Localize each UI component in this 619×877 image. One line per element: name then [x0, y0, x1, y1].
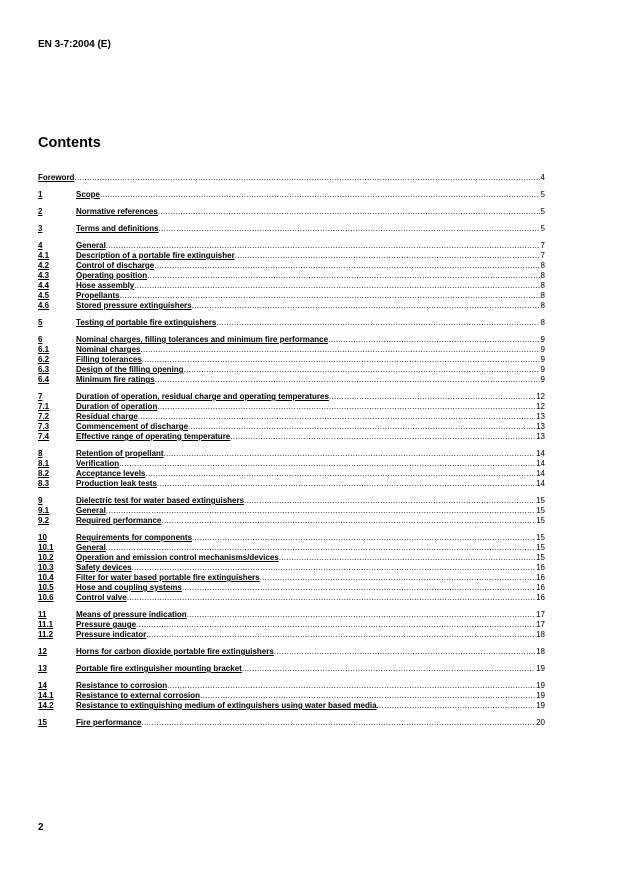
toc-entry-page: 5 [540, 190, 545, 199]
toc-entry-line [76, 432, 545, 442]
toc-entry-line [76, 543, 545, 553]
toc-entry-line [76, 630, 545, 640]
table-of-contents [38, 173, 545, 728]
toc-entry-title[interactable]: Pressure indicator [76, 630, 147, 639]
toc-entry-title[interactable]: Horns for carbon dioxide portable fire extinguishers [76, 647, 274, 656]
toc-entry-title[interactable]: Portable fire extinguisher mounting bracket [76, 664, 242, 673]
toc-entry-number[interactable]: 4 [38, 241, 43, 250]
dot-leader [235, 251, 540, 261]
dot-leader [120, 291, 540, 301]
toc-entry-line [76, 402, 545, 412]
dot-leader [242, 664, 535, 674]
toc-entry-page: 7 [540, 251, 545, 260]
toc-entry-page: 18 [536, 630, 545, 639]
toc-entry-title[interactable]: Resistance to corrosion [76, 681, 168, 690]
dot-leader [188, 422, 535, 432]
dot-leader [182, 583, 535, 593]
toc-entry-number[interactable]: 6.2 [38, 355, 50, 364]
toc-entry-number[interactable]: 8.1 [38, 459, 50, 468]
toc-entry-page: 8 [540, 301, 545, 310]
toc-entry[interactable] [38, 701, 545, 711]
toc-entry-title[interactable]: Required performance [76, 516, 162, 525]
dot-leader [100, 190, 540, 200]
document-header: EN 3-7:2004 (E) [38, 39, 111, 50]
toc-entry-title[interactable]: Nominal charges [76, 345, 141, 354]
dot-leader [161, 516, 535, 526]
toc-entry-page: 15 [536, 516, 545, 525]
toc-entry-line [76, 251, 545, 261]
dot-leader [142, 355, 540, 365]
toc-entry[interactable] [38, 301, 545, 311]
toc-entry-title[interactable]: General [76, 241, 106, 250]
toc-entry-line [76, 506, 545, 516]
toc-entry-number[interactable]: 9.1 [38, 506, 50, 515]
toc-entry-line [76, 291, 545, 301]
toc-entry-number[interactable]: 7.4 [38, 432, 50, 441]
dot-leader [200, 691, 535, 701]
toc-entry-page: 15 [536, 506, 545, 515]
dot-leader [106, 543, 535, 553]
toc-entry[interactable] [38, 449, 545, 459]
toc-entry-page: 14 [536, 449, 545, 458]
dot-leader [106, 241, 540, 251]
dot-leader [127, 593, 535, 603]
toc-entry-number[interactable]: 14.1 [38, 691, 54, 700]
toc-entry-page: 9 [540, 365, 545, 374]
toc-entry-title[interactable]: Effective range of operating temperature [76, 432, 231, 441]
toc-entry-line [76, 345, 545, 355]
toc-entry-title[interactable]: Requirements for components [76, 533, 193, 542]
toc-entry-page: 12 [536, 402, 545, 411]
dot-leader [132, 563, 536, 573]
toc-entry-page: 9 [540, 335, 545, 344]
toc-entry[interactable] [38, 224, 545, 234]
toc-entry[interactable] [38, 365, 545, 375]
toc-entry-title[interactable]: Propellants [76, 291, 120, 300]
dot-leader [141, 718, 535, 728]
toc-entry-title[interactable]: Dielectric test for water based extinguishers [76, 496, 245, 505]
dot-leader [146, 630, 535, 640]
dot-leader [187, 610, 535, 620]
toc-entry-line [76, 691, 545, 701]
toc-entry-title[interactable]: Control of discharge [76, 261, 155, 270]
toc-entry-title[interactable]: Safety devices [76, 563, 132, 572]
dot-leader [158, 207, 540, 217]
toc-entry-line [76, 365, 545, 375]
toc-entry-page: 16 [536, 583, 545, 592]
dot-leader [145, 469, 535, 479]
toc-entry-line [76, 190, 545, 200]
toc-entry-number[interactable]: 11 [38, 610, 47, 619]
toc-entry-page: 15 [536, 496, 545, 505]
toc-entry-title[interactable]: Pressure gauge [76, 620, 137, 629]
toc-entry-title[interactable]: Design of the filling opening [76, 365, 184, 374]
toc-entry-page: 16 [536, 593, 545, 602]
toc-entry-number[interactable]: 14 [38, 681, 47, 690]
toc-entry[interactable] [38, 563, 545, 573]
toc-entry-number[interactable]: 8.2 [38, 469, 50, 478]
toc-entry-number[interactable]: 6.4 [38, 375, 50, 384]
toc-entry-line [76, 449, 545, 459]
toc-entry[interactable] [38, 412, 545, 422]
toc-entry[interactable] [38, 392, 545, 402]
dot-leader [157, 402, 535, 412]
dot-leader [138, 412, 535, 422]
toc-entry[interactable] [38, 241, 545, 251]
toc-entry-number[interactable]: 4.6 [38, 301, 50, 310]
dot-leader [167, 681, 535, 691]
toc-entry-number[interactable]: 2 [38, 207, 43, 216]
toc-entry-line [76, 375, 545, 385]
toc-entry[interactable] [38, 251, 545, 261]
toc-entry[interactable] [38, 173, 545, 183]
toc-entry-line [76, 516, 545, 526]
toc-entry-number[interactable]: 15 [38, 718, 47, 727]
toc-entry-page: 15 [536, 543, 545, 552]
toc-entry-number[interactable]: 10.3 [38, 563, 54, 572]
toc-entry-number[interactable]: 4.5 [38, 291, 50, 300]
toc-entry-number[interactable]: 7 [38, 392, 43, 401]
toc-entry-page: 18 [536, 647, 545, 656]
toc-entry-page: 5 [540, 224, 545, 233]
dot-leader [192, 533, 535, 543]
toc-entry-line [76, 563, 545, 573]
toc-entry-line [76, 392, 545, 402]
toc-entry-title[interactable]: Retention of propellant [76, 449, 164, 458]
toc-entry-number[interactable]: 12 [38, 647, 47, 656]
toc-entry-number[interactable]: 3 [38, 224, 43, 233]
toc-entry[interactable] [38, 664, 545, 674]
toc-entry[interactable] [38, 496, 545, 506]
toc-entry-page: 15 [536, 533, 545, 542]
toc-entry-number[interactable]: 4.1 [38, 251, 50, 260]
toc-entry[interactable] [38, 647, 545, 657]
toc-entry[interactable] [38, 271, 545, 281]
toc-entry-page: 13 [536, 412, 545, 421]
toc-entry-line [76, 620, 545, 630]
dot-leader [192, 301, 540, 311]
toc-entry-page: 8 [540, 271, 545, 280]
toc-entry[interactable] [38, 318, 545, 328]
toc-entry-title[interactable]: Duration of operation [76, 402, 158, 411]
toc-entry-number[interactable]: 13 [38, 664, 47, 673]
toc-entry-line [76, 647, 545, 657]
toc-entry-number[interactable]: 5 [38, 318, 43, 327]
toc-entry-title[interactable]: Control valve [76, 593, 127, 602]
toc-entry[interactable] [38, 432, 545, 442]
toc-entry[interactable] [38, 691, 545, 701]
toc-entry-title[interactable]: Filter for water based portable fire extinguishers [76, 573, 260, 582]
toc-entry-title[interactable]: Production leak tests [76, 479, 157, 488]
toc-entry-title[interactable]: Filling tolerances [76, 355, 142, 364]
toc-entry-title[interactable]: Resistance to extinguishing medium of extinguishers using water based media [76, 701, 377, 710]
toc-entry-line [76, 593, 545, 603]
toc-entry-title[interactable]: Residual charge [76, 412, 138, 421]
toc-entry-line [76, 301, 545, 311]
toc-entry-page: 8 [540, 281, 545, 290]
toc-entry-line [76, 664, 545, 674]
toc-entry-number[interactable]: 14.2 [38, 701, 54, 710]
toc-entry[interactable] [38, 573, 545, 583]
toc-entry-line [38, 173, 545, 183]
toc-entry-page: 9 [540, 345, 545, 354]
toc-entry[interactable] [38, 583, 545, 593]
toc-entry[interactable] [38, 459, 545, 469]
toc-entry-page: 15 [536, 553, 545, 562]
toc-entry-title[interactable]: Minimum fire ratings [76, 375, 155, 384]
toc-entry-line [76, 479, 545, 489]
toc-entry-line [76, 422, 545, 432]
toc-entry-title[interactable]: Hose and coupling systems [76, 583, 182, 592]
toc-entry-number[interactable]: 11.2 [38, 630, 54, 639]
toc-entry-number[interactable]: 10.4 [38, 573, 54, 582]
toc-entry-line [76, 533, 545, 543]
toc-entry[interactable] [38, 479, 545, 489]
toc-entry-title[interactable]: Acceptance levels [76, 469, 146, 478]
toc-entry-title[interactable]: Means of pressure indication [76, 610, 187, 619]
toc-entry-page: 4 [540, 173, 545, 182]
toc-entry[interactable] [38, 718, 545, 728]
toc-entry-page: 16 [536, 563, 545, 572]
dot-leader [279, 553, 535, 563]
toc-entry-page: 20 [536, 718, 545, 727]
toc-entry-page: 8 [540, 291, 545, 300]
toc-entry-page: 7 [540, 241, 545, 250]
toc-entry-page: 14 [536, 459, 545, 468]
dot-leader [159, 224, 540, 234]
dot-leader [216, 318, 539, 328]
toc-entry-line [76, 261, 545, 271]
dot-leader [328, 335, 539, 345]
toc-entry-page: 8 [540, 318, 545, 327]
toc-entry-number[interactable]: 8.3 [38, 479, 50, 488]
toc-entry-page: 19 [536, 691, 545, 700]
toc-entry-page: 17 [536, 620, 545, 629]
toc-entry-number[interactable]: 7.2 [38, 412, 50, 421]
toc-entry-title[interactable]: General [76, 543, 106, 552]
page-number: 2 [38, 822, 44, 833]
toc-entry-title[interactable]: Description of a portable fire extinguisher [76, 251, 235, 260]
toc-entry-page: 19 [536, 701, 545, 710]
toc-entry-page: 17 [536, 610, 545, 619]
toc-entry-line [76, 583, 545, 593]
toc-entry-line [76, 553, 545, 563]
dot-leader [157, 479, 535, 489]
toc-entry-number[interactable]: 6 [38, 335, 43, 344]
toc-entry-number[interactable]: 10.6 [38, 593, 54, 602]
toc-entry-page: 8 [540, 261, 545, 270]
toc-entry-line [76, 681, 545, 691]
toc-entry-number[interactable]: 4.4 [38, 281, 50, 290]
dot-leader [106, 506, 535, 516]
dot-leader [274, 647, 535, 657]
dot-leader [74, 173, 539, 183]
toc-entry-number[interactable]: 1 [38, 190, 43, 199]
toc-entry-title[interactable]: Duration of operation, residual charge and operating temperatures [76, 392, 329, 401]
toc-entry-number[interactable]: 10 [38, 533, 47, 542]
toc-entry[interactable] [38, 543, 545, 553]
toc-entry-line [76, 318, 545, 328]
toc-entry-number[interactable]: 11.1 [38, 620, 54, 629]
toc-entry[interactable] [38, 335, 545, 345]
toc-entry-page: 9 [540, 375, 545, 384]
dot-leader [184, 365, 540, 375]
toc-entry-title[interactable]: Operation and emission control mechanisms/devices [76, 553, 279, 562]
toc-entry[interactable] [38, 190, 545, 200]
toc-entry-title[interactable]: Foreword [38, 173, 75, 182]
toc-entry-page: 9 [540, 355, 545, 364]
toc-entry-page: 16 [536, 573, 545, 582]
toc-entry-title[interactable]: Resistance to external corrosion [76, 691, 201, 700]
toc-entry-number[interactable]: 9.2 [38, 516, 50, 525]
toc-entry[interactable] [38, 630, 545, 640]
toc-entry-number[interactable]: 8 [38, 449, 43, 458]
toc-entry-title[interactable]: Terms and definitions [76, 224, 159, 233]
toc-entry-number[interactable]: 9 [38, 496, 43, 505]
toc-entry-line [76, 412, 545, 422]
toc-entry-page: 5 [540, 207, 545, 216]
toc-entry-number[interactable]: 10.2 [38, 553, 54, 562]
toc-entry-title[interactable]: General [76, 506, 106, 515]
toc-entry[interactable] [38, 469, 545, 479]
toc-entry-title[interactable]: Normative references [76, 207, 158, 216]
toc-entry-number[interactable]: 10.1 [38, 543, 54, 552]
toc-entry-line [76, 469, 545, 479]
dot-leader [119, 459, 535, 469]
toc-entry-page: 13 [536, 432, 545, 441]
toc-entry[interactable] [38, 207, 545, 217]
toc-entry-title[interactable]: Scope [76, 190, 101, 199]
toc-entry-title[interactable]: Verification [76, 459, 120, 468]
toc-entry-line [76, 496, 545, 506]
toc-entry-title[interactable]: Testing of portable fire extinguishers [76, 318, 217, 327]
dot-leader [134, 281, 539, 291]
toc-entry-line [76, 271, 545, 281]
toc-entry-title[interactable]: Nominal charges, filling tolerances and minimum fire performance [76, 335, 329, 344]
toc-entry[interactable] [38, 261, 545, 271]
dot-leader [155, 375, 540, 385]
toc-entry-page: 12 [536, 392, 545, 401]
toc-entry[interactable] [38, 506, 545, 516]
dot-leader [164, 449, 536, 459]
toc-entry-title[interactable]: Hose assembly [76, 281, 135, 290]
toc-entry-number[interactable]: 7.1 [38, 402, 50, 411]
dot-leader [140, 345, 539, 355]
dot-leader [154, 261, 539, 271]
toc-entry[interactable] [38, 593, 545, 603]
toc-entry-number[interactable]: 7.3 [38, 422, 50, 431]
toc-entry[interactable] [38, 402, 545, 412]
toc-entry-line [76, 610, 545, 620]
toc-entry-page: 13 [536, 422, 545, 431]
toc-entry-line [76, 241, 545, 251]
dot-leader [329, 392, 535, 402]
toc-entry-line [76, 701, 545, 711]
dot-leader [377, 701, 536, 711]
toc-entry[interactable] [38, 610, 545, 620]
toc-entry[interactable] [38, 345, 545, 355]
toc-entry-line [76, 355, 545, 365]
toc-entry-line [76, 207, 545, 217]
toc-entry[interactable] [38, 375, 545, 385]
toc-entry[interactable] [38, 281, 545, 291]
dot-leader [230, 432, 535, 442]
toc-entry-page: 19 [536, 681, 545, 690]
toc-entry-line [76, 573, 545, 583]
toc-entry[interactable] [38, 355, 545, 365]
toc-entry[interactable] [38, 533, 545, 543]
toc-entry-number[interactable]: 4.3 [38, 271, 50, 280]
toc-entry[interactable] [38, 681, 545, 691]
dot-leader [260, 573, 535, 583]
toc-entry-page: 14 [536, 479, 545, 488]
toc-entry[interactable] [38, 516, 545, 526]
dot-leader [244, 496, 535, 506]
page-title: Contents [38, 135, 101, 151]
toc-entry[interactable] [38, 291, 545, 301]
toc-entry-line [76, 718, 545, 728]
toc-entry-title[interactable]: Fire performance [76, 718, 142, 727]
toc-entry-number[interactable]: 10.5 [38, 583, 54, 592]
dot-leader [147, 271, 539, 281]
toc-entry-line [76, 281, 545, 291]
toc-entry-line [76, 335, 545, 345]
toc-entry-title[interactable]: Stored pressure extinguishers [76, 301, 192, 310]
toc-entry-number[interactable]: 4.2 [38, 261, 50, 270]
dot-leader [136, 620, 535, 630]
toc-entry-line [76, 224, 545, 234]
toc-entry-page: 19 [536, 664, 545, 673]
toc-entry-line [76, 459, 545, 469]
toc-entry-page: 14 [536, 469, 545, 478]
toc-entry-title[interactable]: Commencement of discharge [76, 422, 189, 431]
toc-entry[interactable] [38, 422, 545, 432]
toc-entry-number[interactable]: 6.1 [38, 345, 50, 354]
toc-entry-title[interactable]: Operating position [76, 271, 148, 280]
toc-entry[interactable] [38, 620, 545, 630]
toc-entry[interactable] [38, 553, 545, 563]
toc-entry-number[interactable]: 6.3 [38, 365, 50, 374]
